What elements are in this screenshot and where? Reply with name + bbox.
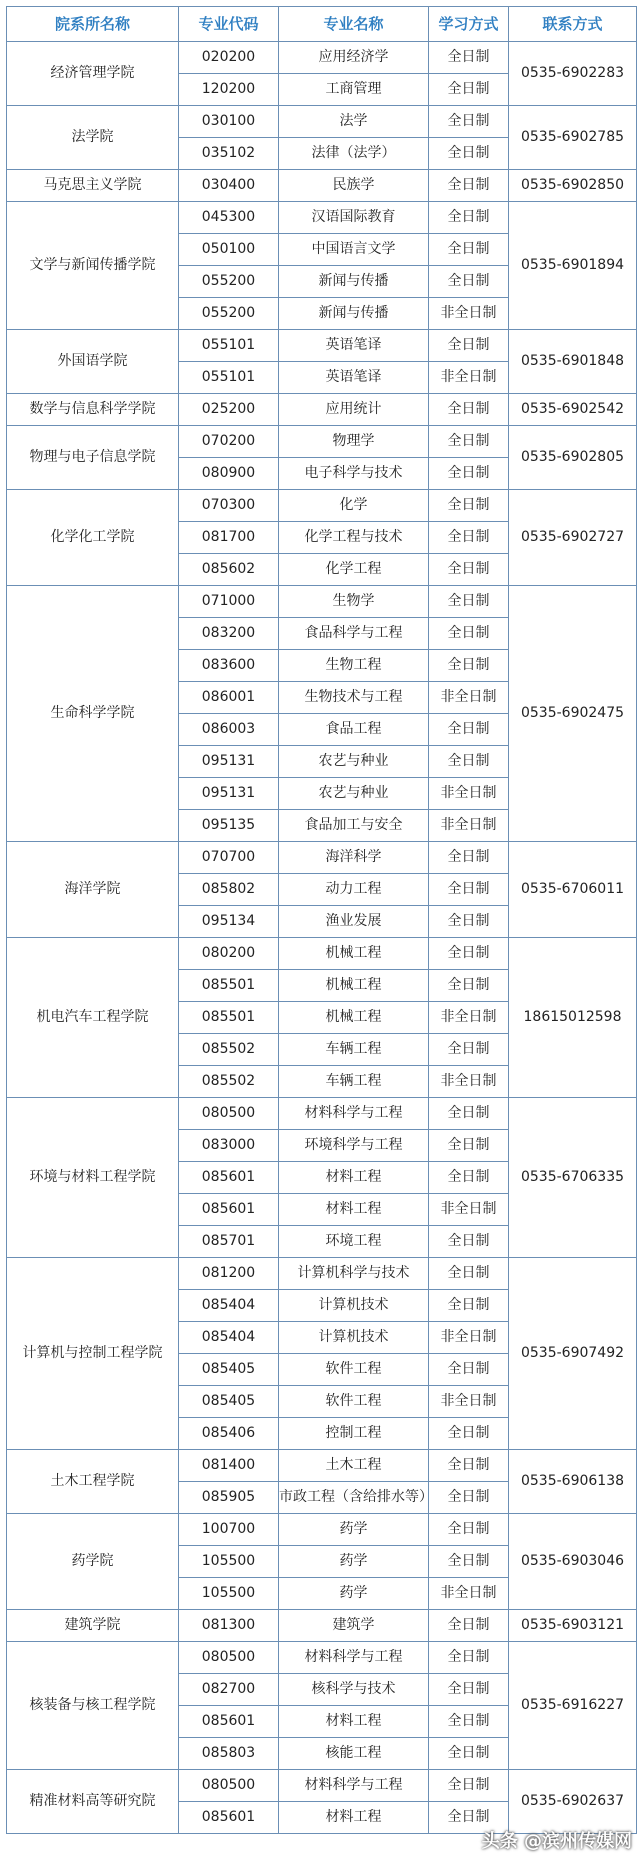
major-code-cell: 082700 xyxy=(179,1674,279,1706)
major-code-cell: 025200 xyxy=(179,394,279,426)
major-code-cell: 080900 xyxy=(179,458,279,490)
study-mode-cell: 非全日制 xyxy=(429,778,509,810)
major-name-cell: 化学 xyxy=(279,490,429,522)
major-code-cell: 085701 xyxy=(179,1226,279,1258)
study-mode-cell: 全日制 xyxy=(429,1674,509,1706)
study-mode-cell: 全日制 xyxy=(429,490,509,522)
major-name-cell: 新闻与传播 xyxy=(279,298,429,330)
major-code-cell: 045300 xyxy=(179,202,279,234)
major-code-cell: 080200 xyxy=(179,938,279,970)
major-code-cell: 055101 xyxy=(179,362,279,394)
study-mode-cell: 全日制 xyxy=(429,874,509,906)
major-name-cell: 材料科学与工程 xyxy=(279,1642,429,1674)
department-cell: 环境与材料工程学院 xyxy=(7,1098,179,1258)
header-major-name: 专业名称 xyxy=(279,7,429,42)
study-mode-cell: 全日制 xyxy=(429,394,509,426)
major-code-cell: 080500 xyxy=(179,1770,279,1802)
study-mode-cell: 全日制 xyxy=(429,906,509,938)
major-code-cell: 081200 xyxy=(179,1258,279,1290)
contact-cell: 0535-6916227 xyxy=(509,1642,637,1770)
major-name-cell: 汉语国际教育 xyxy=(279,202,429,234)
major-code-cell: 100700 xyxy=(179,1514,279,1546)
major-code-cell: 105500 xyxy=(179,1578,279,1610)
major-code-cell: 095131 xyxy=(179,746,279,778)
study-mode-cell: 全日制 xyxy=(429,1610,509,1642)
contact-cell: 0535-6902283 xyxy=(509,42,637,106)
contact-cell: 0535-6902850 xyxy=(509,170,637,202)
department-cell: 经济管理学院 xyxy=(7,42,179,106)
study-mode-cell: 全日制 xyxy=(429,1130,509,1162)
major-name-cell: 药学 xyxy=(279,1578,429,1610)
major-name-cell: 计算机科学与技术 xyxy=(279,1258,429,1290)
major-code-cell: 055200 xyxy=(179,266,279,298)
study-mode-cell: 全日制 xyxy=(429,1258,509,1290)
study-mode-cell: 全日制 xyxy=(429,1706,509,1738)
study-mode-cell: 全日制 xyxy=(429,202,509,234)
major-name-cell: 材料工程 xyxy=(279,1802,429,1834)
study-mode-cell: 全日制 xyxy=(429,138,509,170)
major-name-cell: 化学工程与技术 xyxy=(279,522,429,554)
header-major-code: 专业代码 xyxy=(179,7,279,42)
department-cell: 药学院 xyxy=(7,1514,179,1610)
study-mode-cell: 非全日制 xyxy=(429,682,509,714)
contact-cell: 0535-6902727 xyxy=(509,490,637,586)
study-mode-cell: 非全日制 xyxy=(429,1386,509,1418)
major-code-cell: 083600 xyxy=(179,650,279,682)
major-name-cell: 中国语言文学 xyxy=(279,234,429,266)
major-name-cell: 电子科学与技术 xyxy=(279,458,429,490)
department-cell: 计算机与控制工程学院 xyxy=(7,1258,179,1450)
department-cell: 数学与信息科学学院 xyxy=(7,394,179,426)
study-mode-cell: 全日制 xyxy=(429,1354,509,1386)
major-code-cell: 085601 xyxy=(179,1162,279,1194)
major-code-cell: 085404 xyxy=(179,1290,279,1322)
major-code-cell: 085602 xyxy=(179,554,279,586)
contact-cell: 0535-6901848 xyxy=(509,330,637,394)
study-mode-cell: 全日制 xyxy=(429,1098,509,1130)
study-mode-cell: 全日制 xyxy=(429,714,509,746)
major-name-cell: 机械工程 xyxy=(279,938,429,970)
major-code-cell: 095134 xyxy=(179,906,279,938)
contact-cell: 0535-6902637 xyxy=(509,1770,637,1834)
major-name-cell: 药学 xyxy=(279,1514,429,1546)
study-mode-cell: 全日制 xyxy=(429,970,509,1002)
contact-cell: 0535-6903121 xyxy=(509,1610,637,1642)
major-code-cell: 081400 xyxy=(179,1450,279,1482)
department-cell: 土木工程学院 xyxy=(7,1450,179,1514)
major-name-cell: 工商管理 xyxy=(279,74,429,106)
contact-cell: 0535-6907492 xyxy=(509,1258,637,1450)
admissions-table xyxy=(6,6,637,1834)
study-mode-cell: 全日制 xyxy=(429,106,509,138)
table-row xyxy=(7,394,637,426)
major-code-cell: 070300 xyxy=(179,490,279,522)
major-name-cell: 核能工程 xyxy=(279,1738,429,1770)
department-cell: 法学院 xyxy=(7,106,179,170)
contact-cell: 0535-6902785 xyxy=(509,106,637,170)
major-code-cell: 120200 xyxy=(179,74,279,106)
table-row xyxy=(7,1610,637,1642)
major-code-cell: 095131 xyxy=(179,778,279,810)
table-row xyxy=(7,202,637,234)
major-code-cell: 085405 xyxy=(179,1386,279,1418)
major-name-cell: 核科学与技术 xyxy=(279,1674,429,1706)
contact-cell: 0535-6901894 xyxy=(509,202,637,330)
contact-cell: 0535-6902805 xyxy=(509,426,637,490)
study-mode-cell: 全日制 xyxy=(429,1546,509,1578)
major-code-cell: 050100 xyxy=(179,234,279,266)
major-code-cell: 085501 xyxy=(179,970,279,1002)
department-cell: 精准材料高等研究院 xyxy=(7,1770,179,1834)
major-name-cell: 化学工程 xyxy=(279,554,429,586)
major-code-cell: 085502 xyxy=(179,1066,279,1098)
major-code-cell: 085803 xyxy=(179,1738,279,1770)
study-mode-cell: 全日制 xyxy=(429,1162,509,1194)
contact-cell: 0535-6902475 xyxy=(509,586,637,842)
major-name-cell: 计算机技术 xyxy=(279,1322,429,1354)
major-code-cell: 030100 xyxy=(179,106,279,138)
study-mode-cell: 非全日制 xyxy=(429,1066,509,1098)
major-name-cell: 市政工程（含给排水等） xyxy=(279,1482,429,1514)
major-name-cell: 物理学 xyxy=(279,426,429,458)
major-name-cell: 英语笔译 xyxy=(279,330,429,362)
major-name-cell: 民族学 xyxy=(279,170,429,202)
table-row xyxy=(7,1770,637,1802)
study-mode-cell: 全日制 xyxy=(429,1290,509,1322)
major-code-cell: 070700 xyxy=(179,842,279,874)
contact-cell: 0535-6706011 xyxy=(509,842,637,938)
study-mode-cell: 全日制 xyxy=(429,330,509,362)
department-cell: 文学与新闻传播学院 xyxy=(7,202,179,330)
study-mode-cell: 全日制 xyxy=(429,1450,509,1482)
major-code-cell: 080500 xyxy=(179,1098,279,1130)
major-code-cell: 030400 xyxy=(179,170,279,202)
major-code-cell: 055200 xyxy=(179,298,279,330)
header-department: 院系所名称 xyxy=(7,7,179,42)
study-mode-cell: 全日制 xyxy=(429,746,509,778)
major-code-cell: 085405 xyxy=(179,1354,279,1386)
table-row xyxy=(7,330,637,362)
contact-cell: 0535-6706335 xyxy=(509,1098,637,1258)
table-row xyxy=(7,42,637,74)
study-mode-cell: 全日制 xyxy=(429,1642,509,1674)
major-name-cell: 食品加工与安全 xyxy=(279,810,429,842)
study-mode-cell: 全日制 xyxy=(429,586,509,618)
major-name-cell: 软件工程 xyxy=(279,1386,429,1418)
study-mode-cell: 全日制 xyxy=(429,1770,509,1802)
major-name-cell: 控制工程 xyxy=(279,1418,429,1450)
study-mode-cell: 全日制 xyxy=(429,938,509,970)
contact-cell: 0535-6902542 xyxy=(509,394,637,426)
watermark: 头条 @滨州传媒网 xyxy=(481,1831,632,1852)
department-cell: 物理与电子信息学院 xyxy=(7,426,179,490)
major-code-cell: 081300 xyxy=(179,1610,279,1642)
major-code-cell: 105500 xyxy=(179,1546,279,1578)
major-name-cell: 生物学 xyxy=(279,586,429,618)
study-mode-cell: 非全日制 xyxy=(429,362,509,394)
major-name-cell: 应用经济学 xyxy=(279,42,429,74)
study-mode-cell: 全日制 xyxy=(429,234,509,266)
study-mode-cell: 非全日制 xyxy=(429,1322,509,1354)
study-mode-cell: 全日制 xyxy=(429,554,509,586)
major-code-cell: 055101 xyxy=(179,330,279,362)
study-mode-cell: 全日制 xyxy=(429,842,509,874)
contact-cell: 0535-6903046 xyxy=(509,1514,637,1610)
major-code-cell: 085502 xyxy=(179,1034,279,1066)
table-row xyxy=(7,938,637,970)
table-row xyxy=(7,842,637,874)
table-row xyxy=(7,490,637,522)
department-cell: 核装备与核工程学院 xyxy=(7,1642,179,1770)
study-mode-cell: 全日制 xyxy=(429,650,509,682)
department-cell: 化学化工学院 xyxy=(7,490,179,586)
major-name-cell: 材料科学与工程 xyxy=(279,1098,429,1130)
major-name-cell: 机械工程 xyxy=(279,1002,429,1034)
major-name-cell: 材料工程 xyxy=(279,1706,429,1738)
table-body xyxy=(7,42,637,1834)
major-code-cell: 085601 xyxy=(179,1802,279,1834)
table-row xyxy=(7,170,637,202)
major-name-cell: 英语笔译 xyxy=(279,362,429,394)
department-cell: 生命科学学院 xyxy=(7,586,179,842)
major-code-cell: 085406 xyxy=(179,1418,279,1450)
study-mode-cell: 全日制 xyxy=(429,74,509,106)
major-name-cell: 药学 xyxy=(279,1546,429,1578)
table-row xyxy=(7,1514,637,1546)
major-name-cell: 车辆工程 xyxy=(279,1034,429,1066)
major-name-cell: 新闻与传播 xyxy=(279,266,429,298)
header-study-mode: 学习方式 xyxy=(429,7,509,42)
study-mode-cell: 非全日制 xyxy=(429,810,509,842)
major-name-cell: 法律（法学） xyxy=(279,138,429,170)
major-name-cell: 应用统计 xyxy=(279,394,429,426)
major-name-cell: 土木工程 xyxy=(279,1450,429,1482)
department-cell: 外国语学院 xyxy=(7,330,179,394)
table-row xyxy=(7,1258,637,1290)
major-name-cell: 材料科学与工程 xyxy=(279,1770,429,1802)
major-code-cell: 071000 xyxy=(179,586,279,618)
study-mode-cell: 全日制 xyxy=(429,1514,509,1546)
header-contact: 联系方式 xyxy=(509,7,637,42)
admissions-table-container xyxy=(6,6,636,1834)
major-code-cell: 095135 xyxy=(179,810,279,842)
major-name-cell: 计算机技术 xyxy=(279,1290,429,1322)
contact-cell: 0535-6906138 xyxy=(509,1450,637,1514)
major-code-cell: 083200 xyxy=(179,618,279,650)
major-name-cell: 材料工程 xyxy=(279,1162,429,1194)
major-name-cell: 动力工程 xyxy=(279,874,429,906)
table-row xyxy=(7,106,637,138)
major-code-cell: 086003 xyxy=(179,714,279,746)
major-code-cell: 035102 xyxy=(179,138,279,170)
major-name-cell: 机械工程 xyxy=(279,970,429,1002)
department-cell: 机电汽车工程学院 xyxy=(7,938,179,1098)
major-code-cell: 085404 xyxy=(179,1322,279,1354)
department-cell: 马克思主义学院 xyxy=(7,170,179,202)
major-name-cell: 材料工程 xyxy=(279,1194,429,1226)
study-mode-cell: 全日制 xyxy=(429,266,509,298)
study-mode-cell: 全日制 xyxy=(429,42,509,74)
study-mode-cell: 非全日制 xyxy=(429,1578,509,1610)
table-row xyxy=(7,586,637,618)
study-mode-cell: 全日制 xyxy=(429,618,509,650)
study-mode-cell: 非全日制 xyxy=(429,1194,509,1226)
major-code-cell: 085905 xyxy=(179,1482,279,1514)
major-name-cell: 环境工程 xyxy=(279,1226,429,1258)
department-cell: 海洋学院 xyxy=(7,842,179,938)
study-mode-cell: 全日制 xyxy=(429,522,509,554)
study-mode-cell: 全日制 xyxy=(429,1738,509,1770)
major-code-cell: 083000 xyxy=(179,1130,279,1162)
department-cell: 建筑学院 xyxy=(7,1610,179,1642)
table-row xyxy=(7,426,637,458)
major-code-cell: 080500 xyxy=(179,1642,279,1674)
major-code-cell: 020200 xyxy=(179,42,279,74)
study-mode-cell: 全日制 xyxy=(429,1802,509,1834)
table-header-row xyxy=(7,7,637,42)
table-row xyxy=(7,1098,637,1130)
study-mode-cell: 全日制 xyxy=(429,1034,509,1066)
study-mode-cell: 全日制 xyxy=(429,458,509,490)
major-code-cell: 085601 xyxy=(179,1706,279,1738)
major-name-cell: 软件工程 xyxy=(279,1354,429,1386)
major-name-cell: 食品科学与工程 xyxy=(279,618,429,650)
major-code-cell: 081700 xyxy=(179,522,279,554)
major-name-cell: 车辆工程 xyxy=(279,1066,429,1098)
major-code-cell: 085802 xyxy=(179,874,279,906)
major-name-cell: 海洋科学 xyxy=(279,842,429,874)
study-mode-cell: 全日制 xyxy=(429,1418,509,1450)
major-name-cell: 渔业发展 xyxy=(279,906,429,938)
study-mode-cell: 非全日制 xyxy=(429,298,509,330)
table-row xyxy=(7,1642,637,1674)
study-mode-cell: 全日制 xyxy=(429,170,509,202)
major-name-cell: 食品工程 xyxy=(279,714,429,746)
major-code-cell: 085601 xyxy=(179,1194,279,1226)
table-row xyxy=(7,1450,637,1482)
study-mode-cell: 全日制 xyxy=(429,1482,509,1514)
major-name-cell: 建筑学 xyxy=(279,1610,429,1642)
major-name-cell: 环境科学与工程 xyxy=(279,1130,429,1162)
major-code-cell: 070200 xyxy=(179,426,279,458)
major-code-cell: 085501 xyxy=(179,1002,279,1034)
major-name-cell: 生物工程 xyxy=(279,650,429,682)
major-name-cell: 生物技术与工程 xyxy=(279,682,429,714)
study-mode-cell: 全日制 xyxy=(429,1226,509,1258)
study-mode-cell: 非全日制 xyxy=(429,1002,509,1034)
study-mode-cell: 全日制 xyxy=(429,426,509,458)
major-name-cell: 农艺与种业 xyxy=(279,778,429,810)
contact-cell: 18615012598 xyxy=(509,938,637,1098)
major-code-cell: 086001 xyxy=(179,682,279,714)
major-name-cell: 法学 xyxy=(279,106,429,138)
major-name-cell: 农艺与种业 xyxy=(279,746,429,778)
